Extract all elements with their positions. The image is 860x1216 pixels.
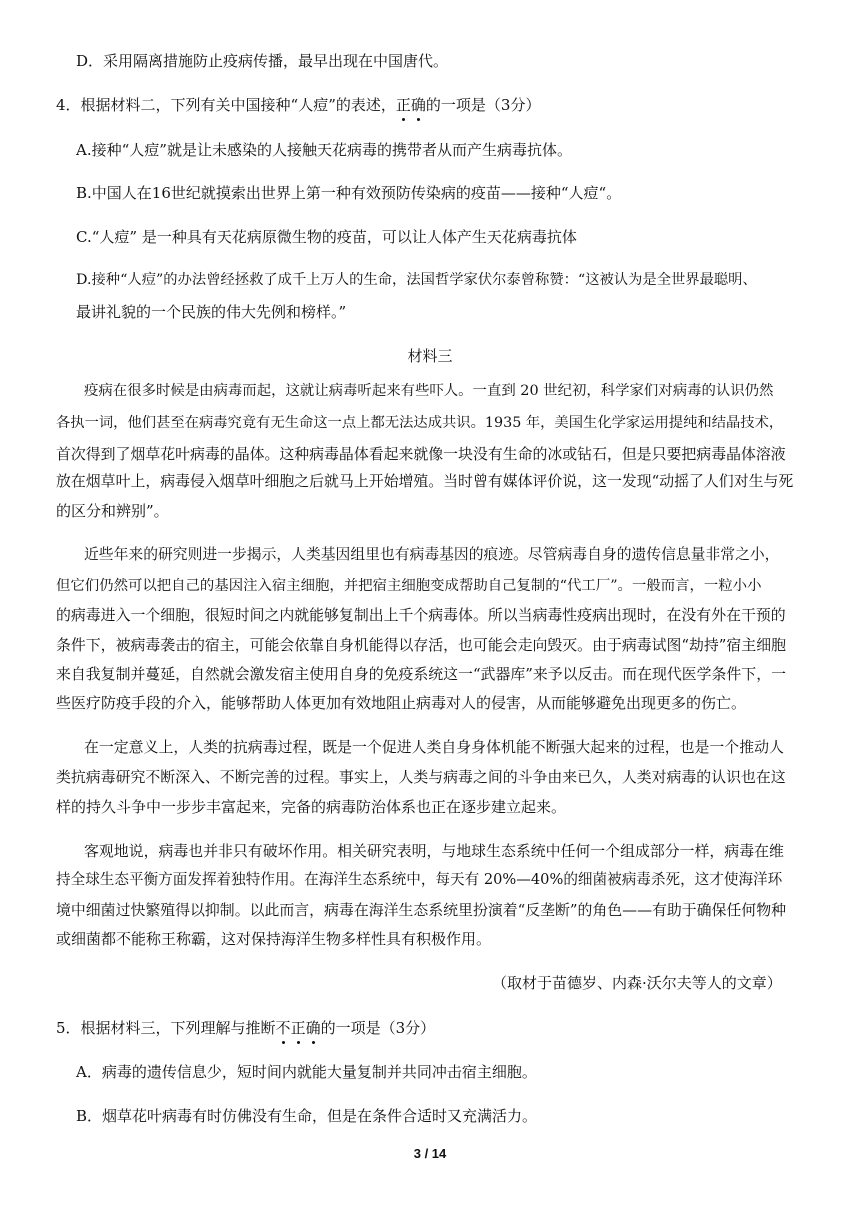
paragraph-line: 首次得到了烟草花叶病毒的晶体。这种病毒晶体看起来就像一块没有生命的冰或钻石，但是只要把病毒晶体溶液 (56, 445, 786, 463)
paragraph-line: 来自我复制并蔓延，自然就会激发宿主使用自身的免疫系统这一“武器库”来予以反击。而在现代医学条件下，一 (56, 665, 786, 683)
q4-option-a: A.接种“人痘”就是让未感染的人接触天花病毒的携带者从而产生病毒抗体。 (76, 141, 572, 159)
material3-heading: 材料三 (407, 347, 453, 365)
q3-option-d: D．采用隔离措施防止疫病传播，最早出现在中国唐代。 (76, 52, 449, 70)
paragraph-line: 在一定意义上，人类的抗病毒过程，既是一个促进人类自身身体机能不断强大起来的过程，也是一个推动人 (84, 738, 784, 756)
q4-emphasis: 确 (410, 96, 426, 114)
q4-emphasis: 正 (395, 96, 411, 114)
q5-stem-tail: 的一项是（3分） (320, 1019, 436, 1037)
q4-stem-text: 4．根据材料二，下列有关中国接种“人痘”的表述， (56, 96, 396, 114)
q4-option-c: C.“人痘” 是一种具有天花病原微生物的疫苗，可以让人体产生天花病毒抗体 (76, 228, 577, 246)
paragraph-line: 条件下，被病毒袭击的宿主，可能会依靠自身机能得以存活，也可能会走向毁灭。由于病毒试图“劫持”宿主细胞 (56, 636, 786, 654)
q5-stem-text: 5．根据材料三，下列理解与推断 (56, 1019, 276, 1037)
q5-emphasis: 确 (305, 1019, 321, 1037)
paragraph-line: 持全球生态平衡方面发挥着独特作用。在海洋生态系统中，每天有 20%—40%的细菌被病毒杀死，这才使海洋环 (56, 871, 783, 888)
paragraph-line: 类抗病毒研究不断深入、不断完善的过程。事实上，人类与病毒之间的斗争由来已久，人类对病毒的认识也在这 (56, 768, 786, 786)
q5-emphasis: 不 (275, 1019, 291, 1037)
material3-source: （取材于苗德岁、内森·沃尔夫等人的文章） (492, 974, 782, 992)
paragraph-line: 样的持久斗争中一步步丰富起来，完备的病毒防治体系也正在逐步建立起来。 (56, 798, 567, 816)
q5-emphasis: 正 (290, 1019, 306, 1037)
paragraph-line: 但它们仍然可以把自己的基因注入宿主细胞，并把宿主细胞变成帮助自己复制的“代工厂”。一般而言，一粒小小 (56, 578, 762, 594)
paragraph-line: 境中细菌过快繁殖得以抑制。以此而言，病毒在海洋生态系统里扮演着“反垄断”的角色——有助于确保任何物种 (56, 901, 786, 919)
paragraph-line: 疫病在很多时候是由病毒而起，这就让病毒听起来有些吓人。一直到 20 世纪初，科学家们对病毒的认识仍然 (84, 383, 774, 399)
paragraph-line: 或细菌都不能称王称霸，这对保持海洋生物多样性具有积极作用。 (56, 930, 492, 948)
q5-stem (56, 1018, 435, 1038)
page-number: 3 / 14 (413, 1146, 447, 1161)
q4-option-d-line2: 最讲礼貌的一个民族的伟大先例和榜样。” (76, 303, 347, 321)
paragraph-line: 各执一词，他们甚至在病毒究竟有无生命这一点上都无法达成共识。1935 年，美国生化学家运用提纯和结晶技术， (56, 415, 784, 431)
paragraph-line: 的区分和辨别”。 (56, 502, 169, 520)
paragraph-line: 放在烟草叶上，病毒侵入烟草叶细胞之后就马上开始增殖。当时曾有媒体评价说，这一发现“动摇了人们对生与死 (56, 472, 794, 490)
q5-option-b: B．烟草花叶病毒有时仿佛没有生命，但是在条件合适时又充满活力。 (76, 1107, 538, 1125)
q4-stem (56, 95, 540, 115)
q4-stem-tail: 的一项是（3分） (425, 96, 541, 114)
q4-option-b: B.中国人在16世纪就摸索出世界上第一种有效预防传染病的疫苗——接种“人痘“。 (76, 184, 622, 202)
paragraph-line: 的病毒进入一个细胞，很短时间之内就能够复制出上千个病毒体。所以当病毒性疫病出现时，在没有外在干预的 (56, 606, 786, 624)
paragraph-line: 些医疗防疫手段的介入，能够帮助人体更加有效地阻止病毒对人的侵害，从而能够避免出现更多的伤亡。 (56, 694, 747, 712)
paragraph-line: 客观地说，病毒也并非只有破坏作用。相关研究表明，与地球生态系统中任何一个组成部分一样，病毒在维 (84, 842, 784, 860)
paragraph-line: 近些年来的研究则进一步揭示，人类基因组里也有病毒基因的痕迹。尽管病毒自身的遗传信息量非常之小， (84, 546, 780, 563)
q4-option-d-line1: D.接种“人痘”的办法曾经拯救了成千上万人的生命，法国哲学家伏尔泰曾称赞：“这被认为是全世界最聪明、 (76, 272, 757, 288)
q5-option-a: A．病毒的遗传信息少，短时间内就能大量复制并共同冲击宿主细胞。 (76, 1063, 537, 1081)
